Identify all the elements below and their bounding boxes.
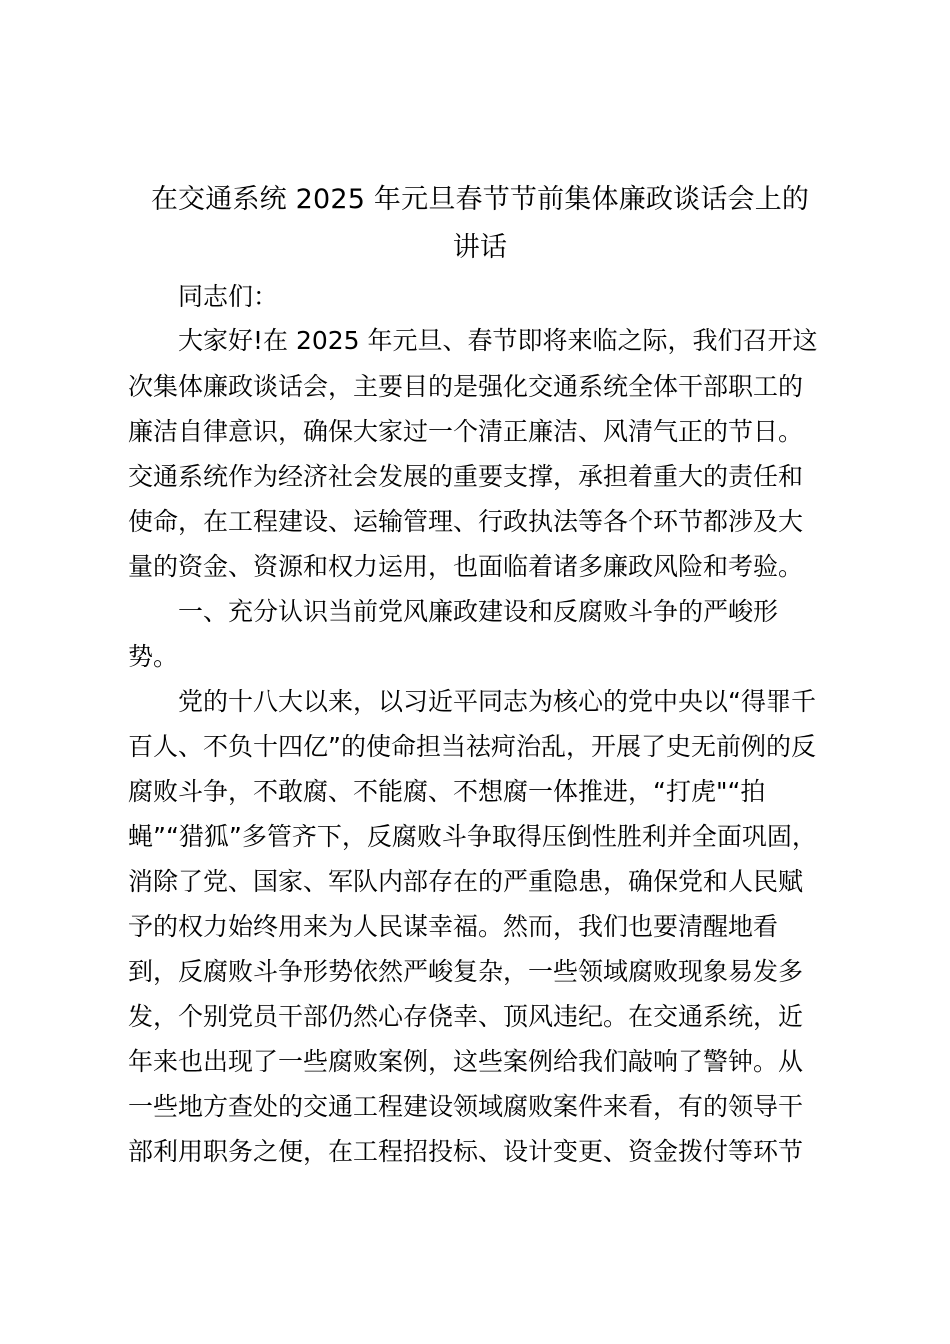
paragraph-line: 部利用职务之便，在工程招投标、设计变更、资金拨付等环节: [128, 1137, 804, 1166]
paragraph-line: 腐败斗争，不敢腐、不能腐、不想腐一体推进，“打虎"“拍: [128, 777, 766, 806]
paragraph-line: 消除了党、国家、军队内部存在的严重隐患，确保党和人民赋: [128, 867, 804, 896]
document-title-line-2: 讲话: [452, 232, 508, 263]
paragraph-line: 蝇”“猎狐”多管齐下，反腐败斗争取得压倒性胜利并全面巩固，: [128, 822, 817, 851]
paragraph-line: 交通系统作为经济社会发展的重要支撑，承担着重大的责任和: [128, 462, 804, 491]
salutation: 同志们：: [178, 282, 279, 311]
paragraph-line: 一些地方查处的交通工程建设领域腐败案件来看，有的领导干: [128, 1092, 804, 1121]
paragraph-line: 量的资金、资源和权力运用，也面临着诸多廉政风险和考验。: [128, 552, 804, 581]
paragraph-line: 党的十八大以来，以习近平同志为核心的党中央以“得罪千: [178, 687, 816, 716]
paragraph-line: 次集体廉政谈话会，主要目的是强化交通系统全体干部职工的: [128, 372, 804, 401]
paragraph-line: 予的权力始终用来为人民谋幸福。然而，我们也要清醒地看: [128, 912, 779, 941]
section-heading-line: 一、充分认识当前党风廉政建设和反腐败斗争的严峻形: [178, 597, 779, 626]
paragraph-line: 到，反腐败斗争形势依然严峻复杂，一些领域腐败现象易发多: [128, 957, 804, 986]
document-title-line-1: 在交通系统 2025 年元旦春节节前集体廉政谈话会上的: [150, 184, 810, 215]
paragraph-line: 使命，在工程建设、运输管理、行政执法等各个环节都涉及大: [128, 507, 804, 536]
paragraph-line: 廉洁自律意识，确保大家过一个清正廉洁、风清气正的节日。: [128, 417, 804, 446]
paragraph-line: 大家好!在 2025 年元旦、春节即将来临之际，我们召开这: [178, 326, 818, 355]
paragraph-line: 年来也出现了一些腐败案例，这些案例给我们敲响了警钟。从: [128, 1047, 804, 1076]
paragraph-line: 百人、不负十四亿”的使命担当祛疴治乱，开展了史无前例的反: [128, 732, 816, 761]
section-heading-line: 势。: [128, 642, 179, 671]
paragraph-line: 发，个别党员干部仍然心存侥幸、顶风违纪。在交通系统，近: [128, 1002, 804, 1031]
